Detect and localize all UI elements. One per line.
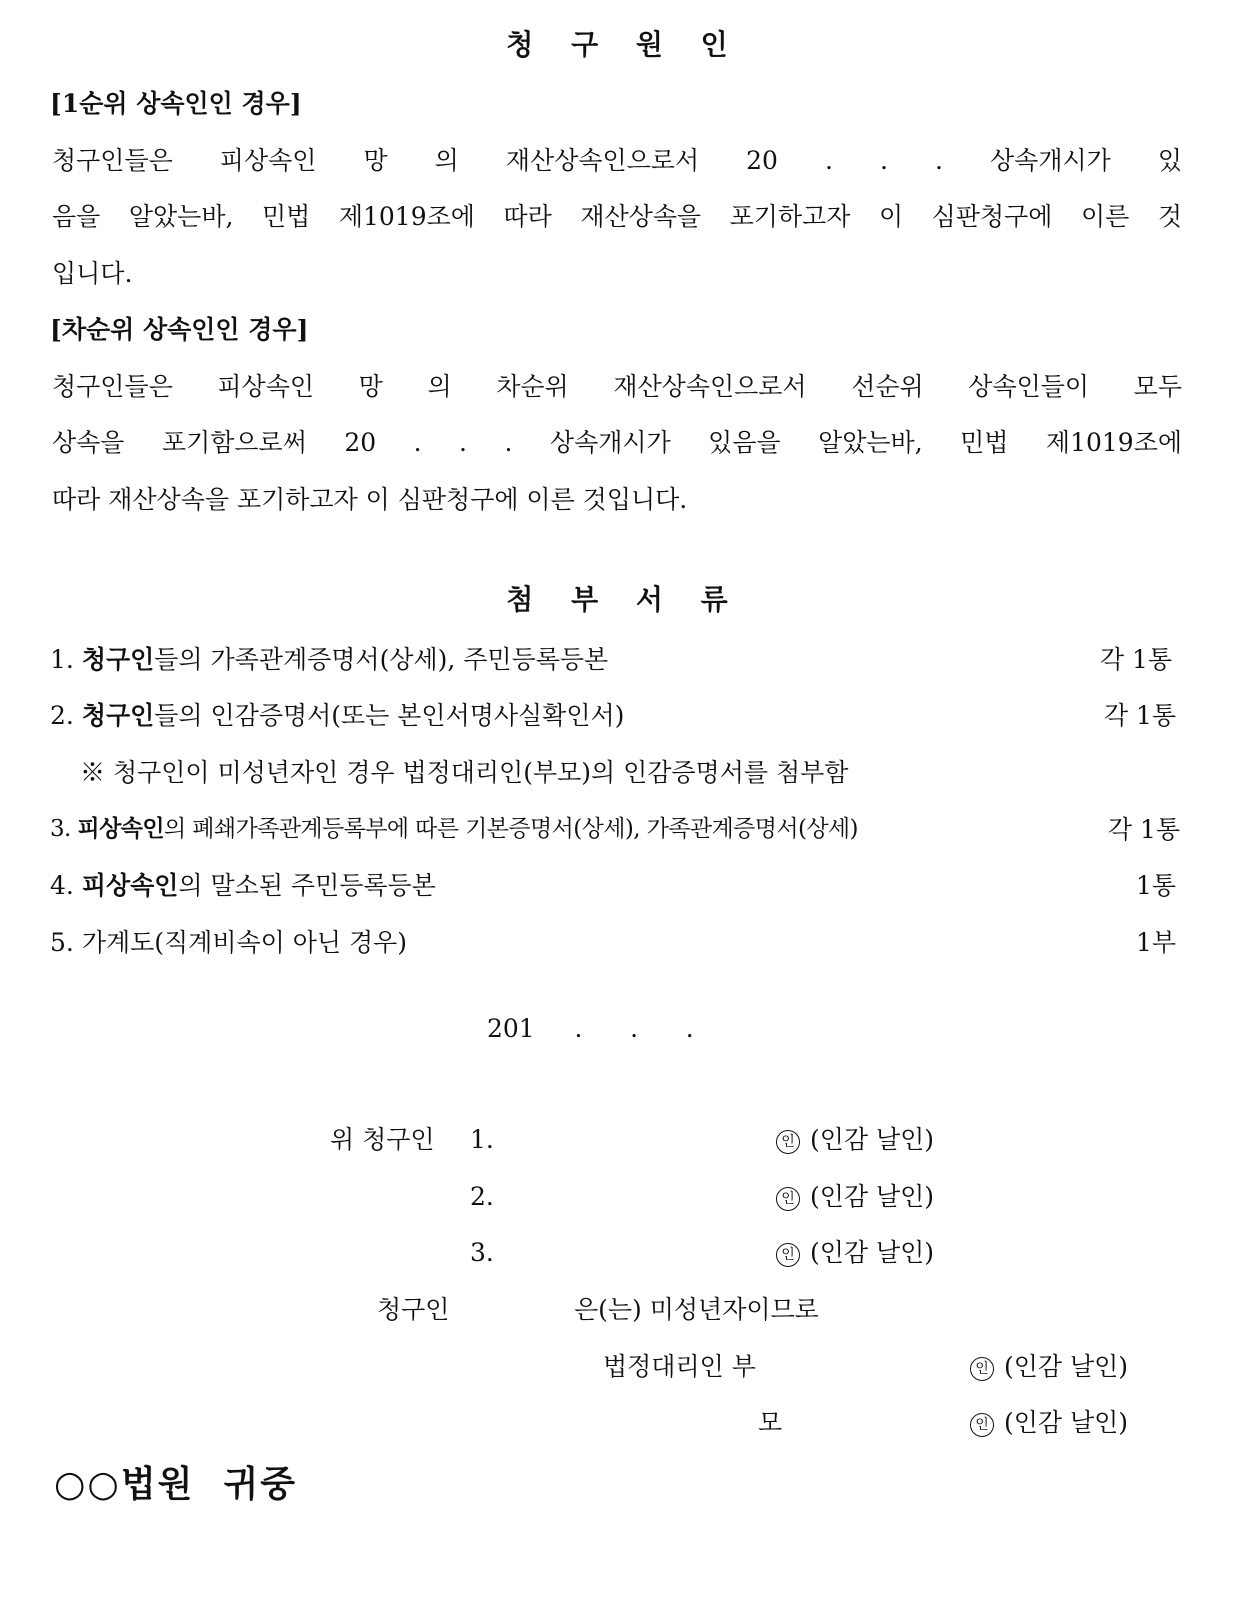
claimant-label: 위 청구인 [330,1125,435,1154]
seal-icon: 인 [970,1357,994,1381]
seal-icon: 인 [970,1413,994,1437]
seal-icon: 인 [776,1130,800,1154]
first-rank-line-2: 음을 알았는바, 민법 제1019조에 따라 재산상속을 포기하고자 이 심판청구에 이른 것 [52,202,1182,231]
seal-icon: 인 [776,1243,800,1267]
court-addressee: ○○법원 귀중 [54,1463,297,1505]
attachment-qty-3: 각 1통 [1107,815,1180,844]
attachment-qty-2: 각 1통 [1103,701,1176,730]
first-rank-heading: [1순위 상속인인 경우] [50,89,302,118]
signature-number-1: 1. [470,1125,494,1154]
date-line: 201 . . . [487,1014,694,1043]
signature-number-2: 2. [470,1182,494,1211]
attachment-item-3: 3. 피상속인의 폐쇄가족관계등록부에 따른 기본증명서(상세), 가족관계증명서(상세) [50,815,858,842]
next-rank-line-2: 상속을 포기함으로써 20 . . . 상속개시가 있음을 알았는바, 민법 제1019조에 [52,428,1182,457]
attachment-item-5: 5. 가계도(직계비속이 아닌 경우) [50,928,408,957]
signature-seal-1: 인 (인감 날인) [776,1127,934,1154]
guardian-mother-label: 모 [758,1408,783,1437]
guardian-mother-seal: 인 (인감 날인) [970,1410,1128,1437]
attachment-item-2: 2. 청구인들의 인감증명서(또는 본인서명사실확인서) [50,701,625,730]
guardian-father-label: 법정대리인 부 [603,1352,756,1381]
attachment-item-4: 4. 피상속인의 말소된 주민등록등본 [50,871,436,900]
next-rank-line-3: 따라 재산상속을 포기하고자 이 심판청구에 이른 것입니다. [52,485,688,514]
first-rank-line-1: 청구인들은 피상속인 망 의 재산상속인으로서 20 . . . 상속개시가 있 [52,146,1182,175]
signature-seal-3: 인 (인감 날인) [776,1240,934,1267]
minor-claimant-text: 은(는) 미성년자이므로 [574,1295,819,1324]
minor-claimant-label: 청구인 [377,1295,450,1324]
attachment-qty-4: 1통 [1135,871,1176,900]
seal-icon: 인 [776,1187,800,1211]
signature-number-3: 3. [470,1238,494,1267]
next-rank-line-1: 청구인들은 피상속인 망 의 차순위 재산상속인으로서 선순위 상속인들이 모두 [52,372,1182,401]
attachment-qty-5: 1부 [1135,928,1176,957]
attachment-qty-1: 각 1통 [1099,645,1172,674]
attachments-title: 첨 부 서 류 [506,583,742,616]
next-rank-heading: [차순위 상속인인 경우] [50,315,309,344]
guardian-father-seal: 인 (인감 날인) [970,1354,1128,1381]
first-rank-line-3: 입니다. [52,259,133,288]
attachment-item-1: 1. 청구인들의 가족관계증명서(상세), 주민등록등본 [50,645,609,674]
signature-seal-2: 인 (인감 날인) [776,1184,934,1211]
claim-cause-title: 청 구 원 인 [506,28,742,61]
attachment-note: ※ 청구인이 미성년자인 경우 법정대리인(부모)의 인감증명서를 첨부함 [80,758,849,787]
